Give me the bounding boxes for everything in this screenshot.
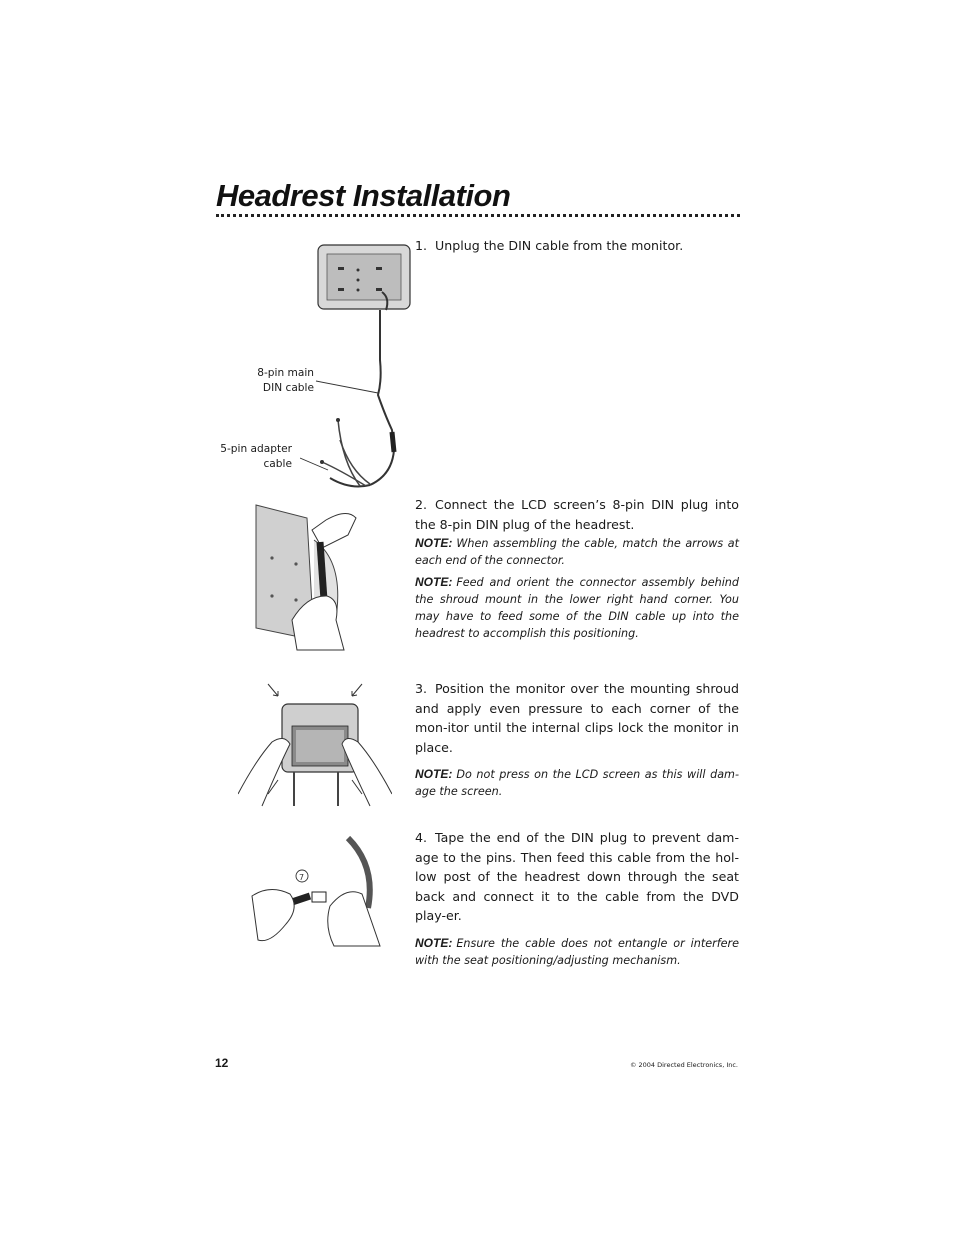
connect-plug-illustration bbox=[252, 500, 364, 652]
step-2: 2. Connect the LCD screen’s 8-pin DIN plug into the 8-pin DIN plug of the headrest. bbox=[415, 497, 739, 532]
step-4-note-1: NOTE: Ensure the cable does not entangle or interfere with the seat positioning/adjusting mechanism. bbox=[415, 936, 739, 967]
tape-plug-illustration bbox=[250, 836, 382, 948]
step-4: 4. Tape the end of the DIN plug to prevent dam-age to the pins. Then feed this cable from the hol-low post of the headrest down through the seat back and connect it to the cable from the DVD play-er. bbox=[415, 830, 739, 923]
page-number: 12 bbox=[215, 1056, 229, 1070]
page-title: Headrest Installation bbox=[216, 178, 511, 213]
monitor-mount-illustration bbox=[238, 682, 392, 808]
svg-text:7: 7 bbox=[299, 873, 305, 882]
step-2-note-1: NOTE: When assembling the cable, match the arrows at each end of the connector. bbox=[415, 536, 739, 567]
copyright-notice: © 2004 Directed Electronics, Inc. bbox=[629, 1061, 738, 1069]
callout-main-din-cable: 8-pin main DIN cable bbox=[257, 367, 314, 394]
step-2-note-2: NOTE: Feed and orient the connector assembly behind the shroud mount in the lower right hand corner. You may have to feed some of the DIN cable up into the headrest to accomplish this positioning. bbox=[415, 575, 739, 640]
step-3: 3. Position the monitor over the mounting shroud and apply even pressure to each corner of the mon-itor until the internal clips lock the monitor in place. bbox=[415, 681, 739, 755]
title-divider bbox=[216, 214, 740, 217]
step-1: 1. Unplug the DIN cable from the monitor. bbox=[415, 238, 684, 253]
callout-adapter-cable: 5-pin adapter cable bbox=[220, 443, 292, 470]
step-3-note-1: NOTE: Do not press on the LCD screen as this will dam-age the screen. bbox=[415, 767, 739, 798]
